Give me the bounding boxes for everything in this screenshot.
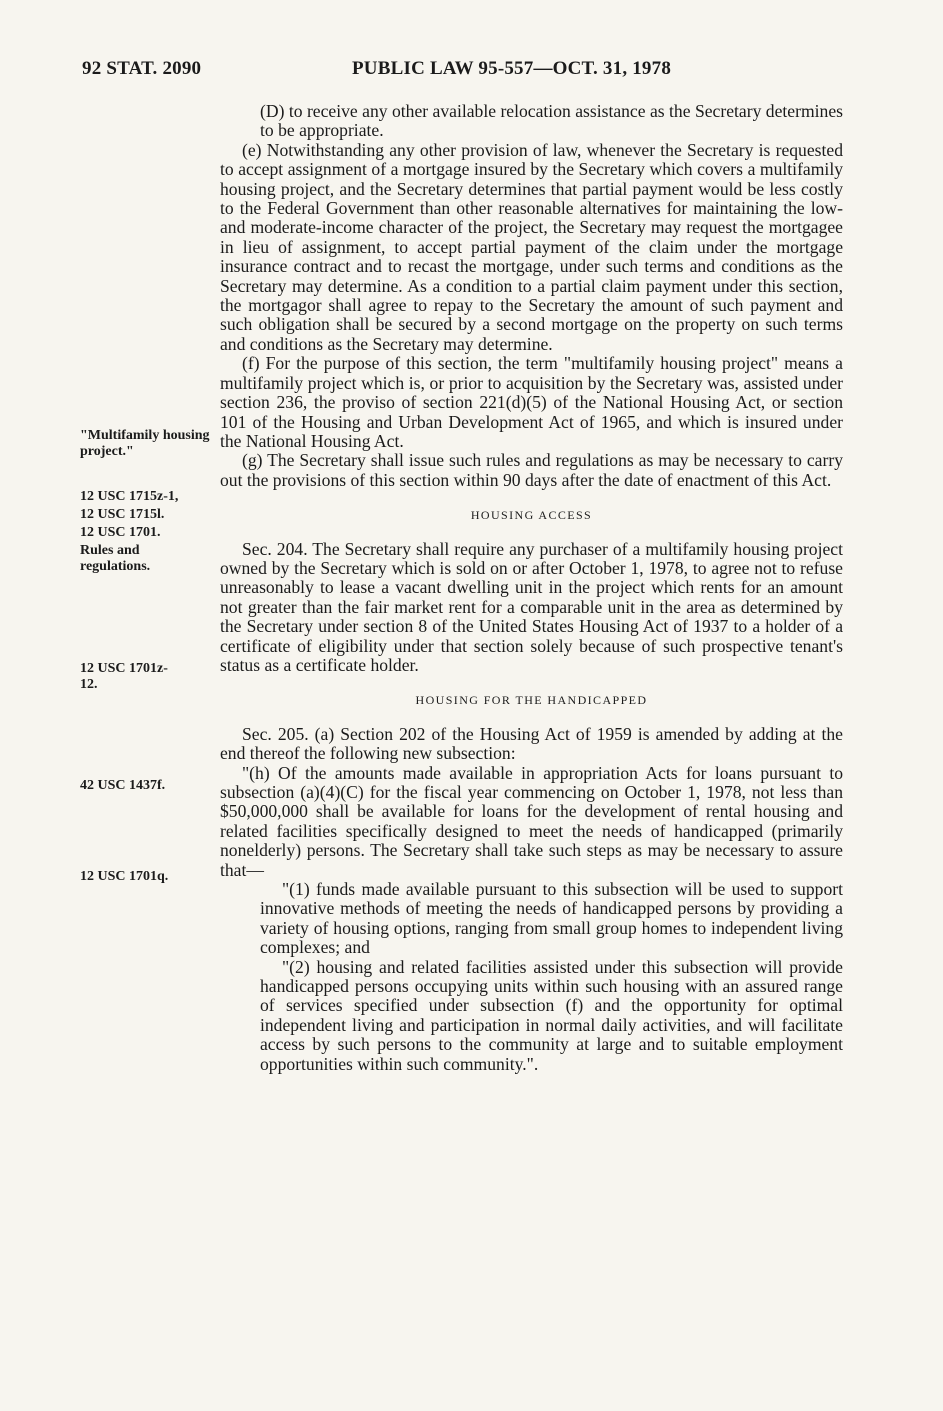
- paragraph-f: (f) For the purpose of this section, the term "multifamily housing project" means a multifamily project which is, or prior to acquisition by the Secretary was, assisted under section 236, the proviso of section 221(d)(5) of the National Housing Act, or section 101 of the Housing and Urban Development Act of 1965, and which is insured under the National Housing Act.: [220, 353, 843, 451]
- public-law-title: PUBLIC LAW 95-557—OCT. 31, 1978: [352, 58, 672, 79]
- margin-note-rules: Rules and regulations.: [80, 543, 151, 574]
- margin-note-usc-1701q: 12 USC 1701q.: [80, 869, 169, 884]
- margin-note-usc-1437f: 42 USC 1437f.: [80, 778, 166, 793]
- margin-note-usc-1701z12: 12 USC 1701z-12.: [80, 661, 168, 692]
- margin-note-usc-1715z1: 12 USC 1715z-1,: [80, 489, 179, 504]
- margin-note-usc-1715l: 12 USC 1715l.: [80, 507, 165, 522]
- subsection-h: "(h) Of the amounts made available in appropriation Acts for loans pursuant to subsection (a)(4)(C) for the fiscal year commencing on October 1, 1978, not less than $50,000,000 shall be available for loans for the development of rental housing and related facilities specifically designed to meet the needs of handicapped (primarily nonelderly) persons. The Secretary shall take such steps as may be necessary to assure that—: [220, 762, 843, 880]
- clause-1: "(1) funds made available pursuant to this subsection will be used to support innovative methods of meeting the needs of handicapped persons by providing a variety of housing options, ranging from small group homes to independent living complexes; and: [260, 879, 843, 958]
- margin-note-usc-1701: 12 USC 1701.: [80, 525, 161, 540]
- statute-text: [220, 102, 843, 1074]
- paragraph-e: (e) Notwithstanding any other provision of law, whenever the Secretary is requested to accept assignment of a mortgage insured by the Secretary which covers a multifamily housing project, and the Secretary determines that partial payment would be less costly to the Federal Government than other reasonable alternatives for maintaining the low- and moderate-income character of the project, the Secretary may request the mortgagee in lieu of assignment, to accept partial payment of the claim under the mortgage insurance contract and to recast the mortgage, under such terms and conditions as the Secretary may determine. As a condition to a partial claim payment under this section, the mortgagor shall agree to repay to the Secretary the amount of such payment and such obligation shall be secured by a second mortgage on the property on such terms and conditions as the Secretary may determine.: [220, 139, 843, 354]
- paragraph-g: (g) The Secretary shall issue such rules and regulations as may be necessary to carry out the provisions of this section within 90 days after the date of enactment of this Act.: [220, 450, 843, 490]
- margin-note-multifamily: "Multifamily housing project.": [80, 428, 210, 459]
- clause-2: "(2) housing and related facilities assisted under this subsection will provide handicapped persons occupying units within such housing with an assured range of services specified under subsection (f) and the opportunity for optimal independent living and participation in normal daily activities, and will facilitate access by such persons to the community at large and to suitable employment opportunities within such community.".: [260, 956, 843, 1074]
- heading-housing-handicapped: HOUSING FOR THE HANDICAPPED: [415, 693, 648, 708]
- heading-housing-access: HOUSING ACCESS: [470, 508, 593, 523]
- section-205: Sec. 205. (a) Section 202 of the Housing Act of 1959 is amended by adding at the end thereof the following new subsection:: [220, 723, 843, 764]
- section-204: Sec. 204. The Secretary shall require any purchaser of a multifamily housing project owned by the Secretary which is sold on or after October 1, 1978, to agree not to refuse unreasonably to lease a vacant dwelling unit in the project which rents for an amount not greater than the fair market rent for a comparable unit in the area as determined by the Secretary under section 8 of the United States Housing Act of 1937 to a holder of a certificate of eligibility under that section solely because of such prospective tenant's status as a certificate holder.: [220, 538, 843, 675]
- stat-citation: 92 STAT. 2090: [82, 58, 202, 79]
- paragraph-d: (D) to receive any other available relocation assistance as the Secretary determines to be appropriate.: [260, 101, 843, 141]
